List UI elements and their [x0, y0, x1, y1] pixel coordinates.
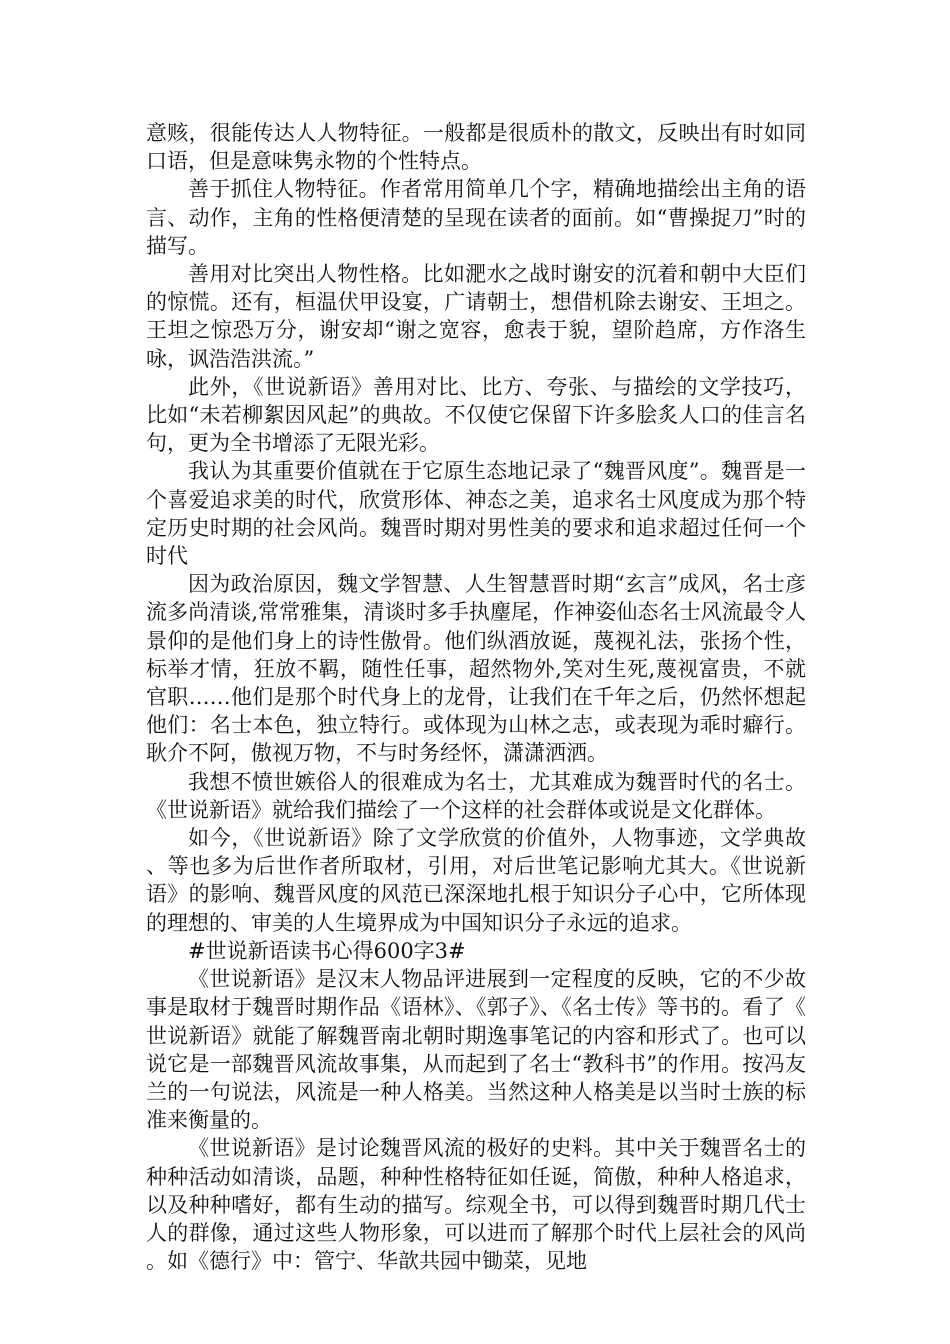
paragraph-3: 善用对比突出人物性格。比如淝水之战时谢安的沉着和朝中大臣们的惊慌。还有，桓温伏甲设宴，广请朝士，想借机除去谢安、王坦之。王坦之惊恐万分，谢安却“谢之宽容，愈表于貌，望阶趋席，方作洛生咏，讽浩浩洪流。” — [146, 262, 806, 371]
paragraph-8: 如今，《世说新语》除了文学欣赏的价值外，人物事迹，文学典故、等也多为后世作者所取材，引用，对后世笔记影响尤其大。《世说新语》的影响、魏晋风度的风范已深深地扎根于知识分子心中，它所体现的理想的、审美的人生境界成为中国知识分子永远的追求。 — [146, 826, 806, 935]
paragraph-4: 此外，《世说新语》善用对比、比方、夸张、与描绘的文学技巧，比如“未若柳絮因风起”的典故。不仅使它保留下许多脍炙人口的佳言名句，更为全书增添了无限光彩。 — [146, 374, 806, 456]
paragraph-2: 善于抓住人物特征。作者常用简单几个字，精确地描绘出主角的语言、动作，主角的性格便清楚的呈现在读者的面前。如“曹操捉刀”时的描写。 — [146, 177, 806, 258]
paragraph-5: 我认为其重要价值就在于它原生态地记录了“魏晋风度”。魏晋是一个喜爱追求美的时代，欣赏形体、神态之美，追求名士风度成为那个特定历史时期的社会风尚。魏晋时期对男性美的要求和追求超过任何一个时代 — [146, 459, 806, 569]
paragraph-6: 因为政治原因，魏文学智慧、人生智慧晋时期“玄言”成风，名士彦流多尚清谈,常常雅集，清谈时多手执麈尾，作神姿仙态名士风流最令人景仰的是他们身上的诗性傲骨。他们纵酒放诞，蔑视礼法，张扬个性，标举才情，狂放不羁，随性任事，超然物外,笑对生死,蔑视富贵，不就官职……他们是那个时代身上的龙骨，让我们在千年之后，仍然怀想起他们：名士本色，独立特行。或体现为山林之志，或表现为乖时癖行。耿介不阿，傲视万物，不与时务经怀，潇潇洒洒。 — [146, 572, 806, 766]
paragraph-10: 《世说新语》是讨论魏晋风流的极好的史料。其中关于魏晋名士的种种活动如清谈，品题，种种性格特征如任诞，简傲，种种人格追求，以及种种嗜好，都有生动的描写。综观全书，可以得到魏晋时期几代士人的群像，通过这些人物形象，可以进而了解那个时代上层社会的风尚。如《德行》中：管宁、华歆共园中锄菜，见地 — [146, 1136, 806, 1274]
paragraph-9: 《世说新语》是汉末人物品评进展到一定程度的反映，它的不少故事是取材于魏晋时期作品《语林》、《郭子》、《名士传》等书的。看了《世说新语》就能了解魏晋南北朝时期逸事笔记的内容和形式了。也可以说它是一部魏晋风流故事集，从而起到了名士“教科书”的作用。按冯友兰的一句说法，风流是一种人格美。当然这种人格美是以当时士族的标准来衡量的。 — [146, 967, 806, 1133]
section-heading: #世说新语读书心得600字3# — [188, 938, 466, 963]
paragraph-7: 我想不愤世嫉俗人的很难成为名士，尤其难成为魏晋时代的名士。《世说新语》就给我们描绘了一个这样的社会群体或说是文化群体。 — [146, 769, 806, 822]
paragraph-1: 意赅，很能传达人人物特征。一般都是很质朴的散文，反映出有时如同口语，但是意味隽永物的个性特点。 — [146, 121, 806, 174]
document-body — [146, 119, 806, 1275]
